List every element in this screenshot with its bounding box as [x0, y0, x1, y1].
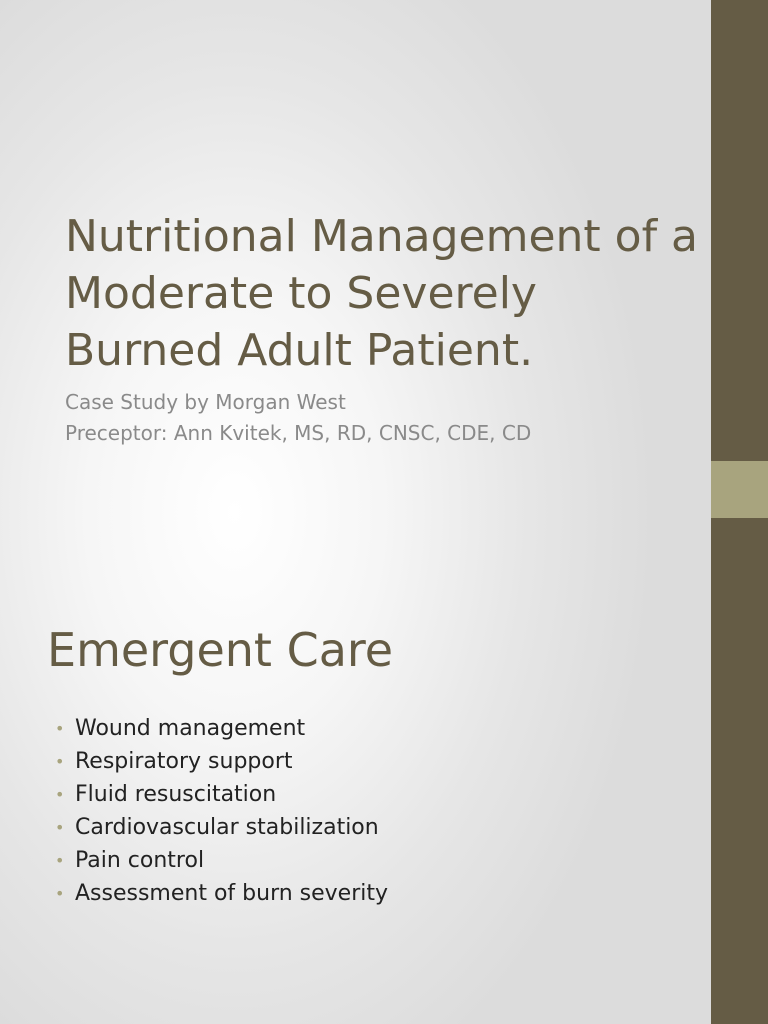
- bullet-icon: •: [55, 785, 65, 804]
- list-item-label: Pain control: [75, 848, 205, 873]
- list-item-label: Cardiovascular stabilization: [75, 815, 379, 840]
- list-item-label: Assessment of burn severity: [75, 881, 389, 906]
- bullet-icon: •: [55, 851, 65, 870]
- list-item: [55, 844, 388, 877]
- list-item-label: Fluid resuscitation: [75, 782, 277, 807]
- preceptor-line: Preceptor: Ann Kvitek, MS, RD, CNSC, CDE, CD: [65, 421, 532, 445]
- slide-emergent-care: [0, 512, 768, 1024]
- bullet-icon: •: [55, 884, 65, 903]
- bullet-icon: •: [55, 818, 65, 837]
- list-item: [55, 745, 388, 778]
- bullet-icon: •: [55, 752, 65, 771]
- list-item: [55, 778, 388, 811]
- list-item: [55, 877, 388, 910]
- bullet-icon: •: [55, 719, 65, 738]
- list-item-label: Respiratory support: [75, 749, 293, 774]
- presentation-title: Nutritional Management of a Moderate to Severely Burned Adult Patient.: [65, 211, 699, 376]
- list-item: [55, 712, 388, 745]
- slide-heading: Emergent Care: [47, 623, 394, 677]
- bullet-list: [55, 712, 388, 910]
- subtitle-block: [65, 387, 705, 449]
- list-item: [55, 811, 388, 844]
- list-item-label: Wound management: [75, 716, 306, 741]
- author-line: Case Study by Morgan West: [65, 390, 346, 414]
